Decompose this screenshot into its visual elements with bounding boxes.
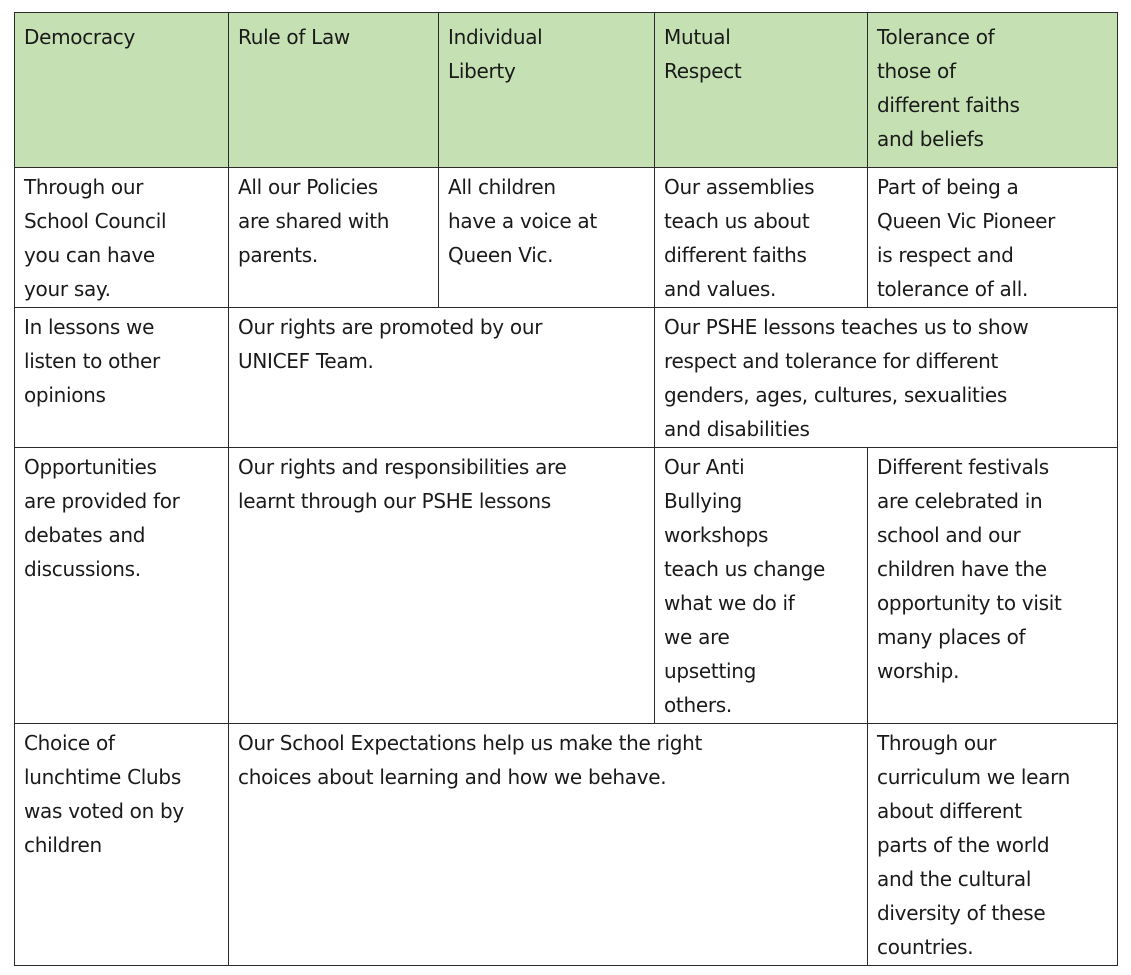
cell-unicef bbox=[229, 308, 655, 448]
cell-school-council-text: Through our School Council you can have your say. bbox=[24, 175, 167, 301]
cell-anti-bullying-text: Our Anti Bullying workshops teach us change what we do if we are upsetting others. bbox=[664, 455, 825, 717]
cell-festivals bbox=[868, 448, 1118, 724]
cell-expectations bbox=[229, 724, 868, 966]
cell-lunchtime-clubs bbox=[15, 724, 229, 966]
cell-policies bbox=[229, 168, 439, 308]
header-democracy bbox=[15, 13, 229, 168]
cell-pshe-respect-text: Our PSHE lessons teaches us to show respect and tolerance for different genders, ages, cultures, sexualities and disabilities bbox=[664, 315, 1029, 441]
cell-voice bbox=[439, 168, 655, 308]
cell-curriculum bbox=[868, 724, 1118, 966]
cell-festivals-text: Different festivals are celebrated in school and our children have the opportunity to visit many places of worship. bbox=[877, 455, 1062, 683]
cell-school-council bbox=[15, 168, 229, 308]
header-individual-liberty bbox=[439, 13, 655, 168]
cell-unicef-text: Our rights are promoted by our UNICEF Team. bbox=[238, 315, 543, 373]
cell-assemblies bbox=[655, 168, 868, 308]
cell-anti-bullying bbox=[655, 448, 868, 724]
header-democracy-text: Democracy bbox=[24, 25, 136, 49]
header-individual-liberty-text: Individual Liberty bbox=[448, 25, 543, 83]
header-tolerance bbox=[868, 13, 1118, 168]
header-mutual-respect bbox=[655, 13, 868, 168]
british-values-table bbox=[14, 12, 1118, 966]
header-mutual-respect-text: Mutual Respect bbox=[664, 25, 742, 83]
cell-pshe-respect bbox=[655, 308, 1118, 448]
cell-expectations-text: Our School Expectations help us make the right choices about learning and how we behave. bbox=[238, 731, 703, 789]
table-row bbox=[15, 308, 1118, 448]
cell-debates-text: Opportunities are provided for debates and discussions. bbox=[24, 455, 180, 581]
header-rule-of-law bbox=[229, 13, 439, 168]
header-rule-of-law-text: Rule of Law bbox=[238, 25, 350, 49]
table-row bbox=[15, 724, 1118, 966]
table-row bbox=[15, 168, 1118, 308]
cell-voice-text: All children have a voice at Queen Vic. bbox=[448, 175, 597, 267]
cell-policies-text: All our Policies are shared with parents. bbox=[238, 175, 390, 267]
cell-rights-pshe-text: Our rights and responsibilities are learnt through our PSHE lessons bbox=[238, 455, 567, 513]
cell-curriculum-text: Through our curriculum we learn about different parts of the world and the cultural diversity of these countries. bbox=[877, 731, 1071, 959]
header-tolerance-text: Tolerance of those of different faiths and beliefs bbox=[877, 25, 1020, 151]
cell-rights-pshe bbox=[229, 448, 655, 724]
table-row bbox=[15, 448, 1118, 724]
cell-lessons-listen-text: In lessons we listen to other opinions bbox=[24, 315, 160, 407]
cell-pioneer bbox=[868, 168, 1118, 308]
cell-assemblies-text: Our assemblies teach us about different faiths and values. bbox=[664, 175, 815, 301]
cell-lessons-listen bbox=[15, 308, 229, 448]
cell-lunchtime-clubs-text: Choice of lunchtime Clubs was voted on by children bbox=[24, 731, 184, 857]
cell-pioneer-text: Part of being a Queen Vic Pioneer is respect and tolerance of all. bbox=[877, 175, 1056, 301]
header-row bbox=[15, 13, 1118, 168]
cell-debates bbox=[15, 448, 229, 724]
